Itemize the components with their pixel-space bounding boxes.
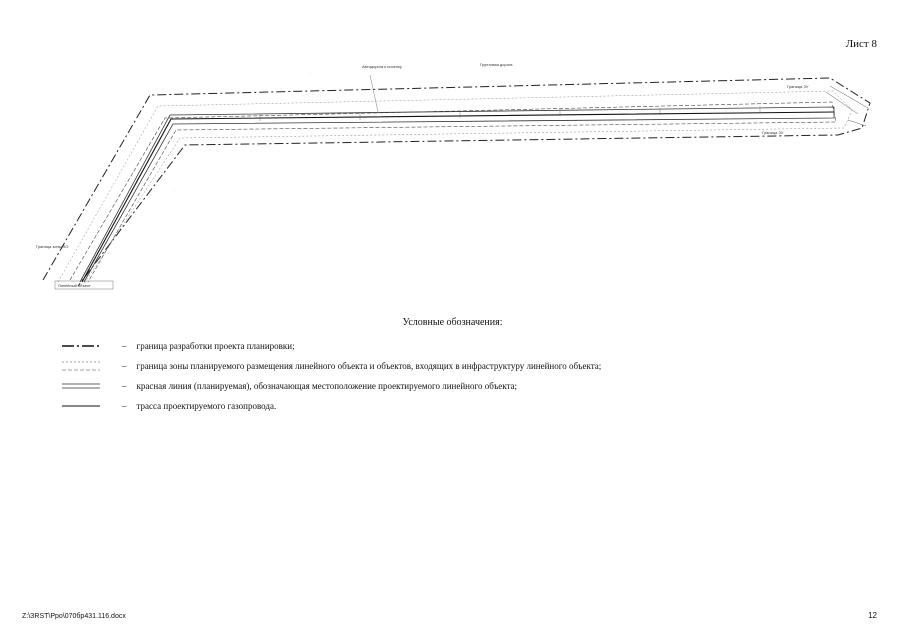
page-number: 12 bbox=[868, 611, 877, 620]
legend bbox=[62, 336, 882, 416]
gas-pipeline-route bbox=[82, 112, 834, 282]
sheet-label: Лист 8 bbox=[845, 38, 877, 50]
right-end-detail bbox=[826, 86, 868, 126]
legend-text: трасса проектируемого газопровода. bbox=[136, 401, 277, 411]
project-boundary-line bbox=[43, 78, 870, 286]
annotation-right-bottom: Граница ЗУ bbox=[762, 130, 784, 135]
legend-text: граница зоны планируемого размещения линейного объекта и объектов, входящих в инфраструктуру линейного объекта; bbox=[136, 361, 602, 371]
planning-drawing bbox=[0, 0, 905, 310]
legend-item: – красная линия (планируемая), обозначающая местоположение проектируемого линейного объекта; bbox=[62, 376, 882, 396]
annotation-top-center: Автодорога к поселку bbox=[362, 64, 402, 69]
legend-item: – граница разработки проекта планировки; bbox=[62, 336, 882, 356]
document-path: Z:\ЗRST\Рро\070бр431.116.docx bbox=[22, 613, 126, 620]
legend-item: – граница зоны планируемого размещения линейного объекта и объектов, входящих в инфраструктуру линейного объекта; bbox=[62, 356, 882, 376]
annotation-left-bottom: Граница зоны ЛО bbox=[36, 244, 69, 249]
legend-item: – трасса проектируемого газопровода. bbox=[62, 396, 882, 416]
zone-boundary-line bbox=[70, 102, 836, 282]
annotation-leader bbox=[370, 75, 378, 112]
zone-boundary-symbol bbox=[62, 359, 100, 373]
project-boundary-symbol bbox=[62, 339, 100, 353]
gas-route-symbol bbox=[62, 399, 100, 413]
red-line-planned bbox=[80, 107, 834, 282]
zone-boundary-line-2 bbox=[58, 91, 852, 284]
red-line-symbol bbox=[62, 379, 100, 393]
legend-title: Условные обозначения: bbox=[402, 317, 503, 328]
annotation-top-right: Грунтовая дорога bbox=[480, 62, 513, 67]
legend-text: граница разработки проекта планировки; bbox=[136, 341, 295, 351]
annotation-right-top: Граница ЗУ bbox=[787, 84, 809, 89]
drawing-texture bbox=[60, 70, 861, 251]
annotation-left-box: Линейный объект bbox=[58, 283, 91, 288]
legend-text: красная линия (планируемая), обозначающая местоположение проектируемого линейного объекта; bbox=[136, 381, 518, 391]
